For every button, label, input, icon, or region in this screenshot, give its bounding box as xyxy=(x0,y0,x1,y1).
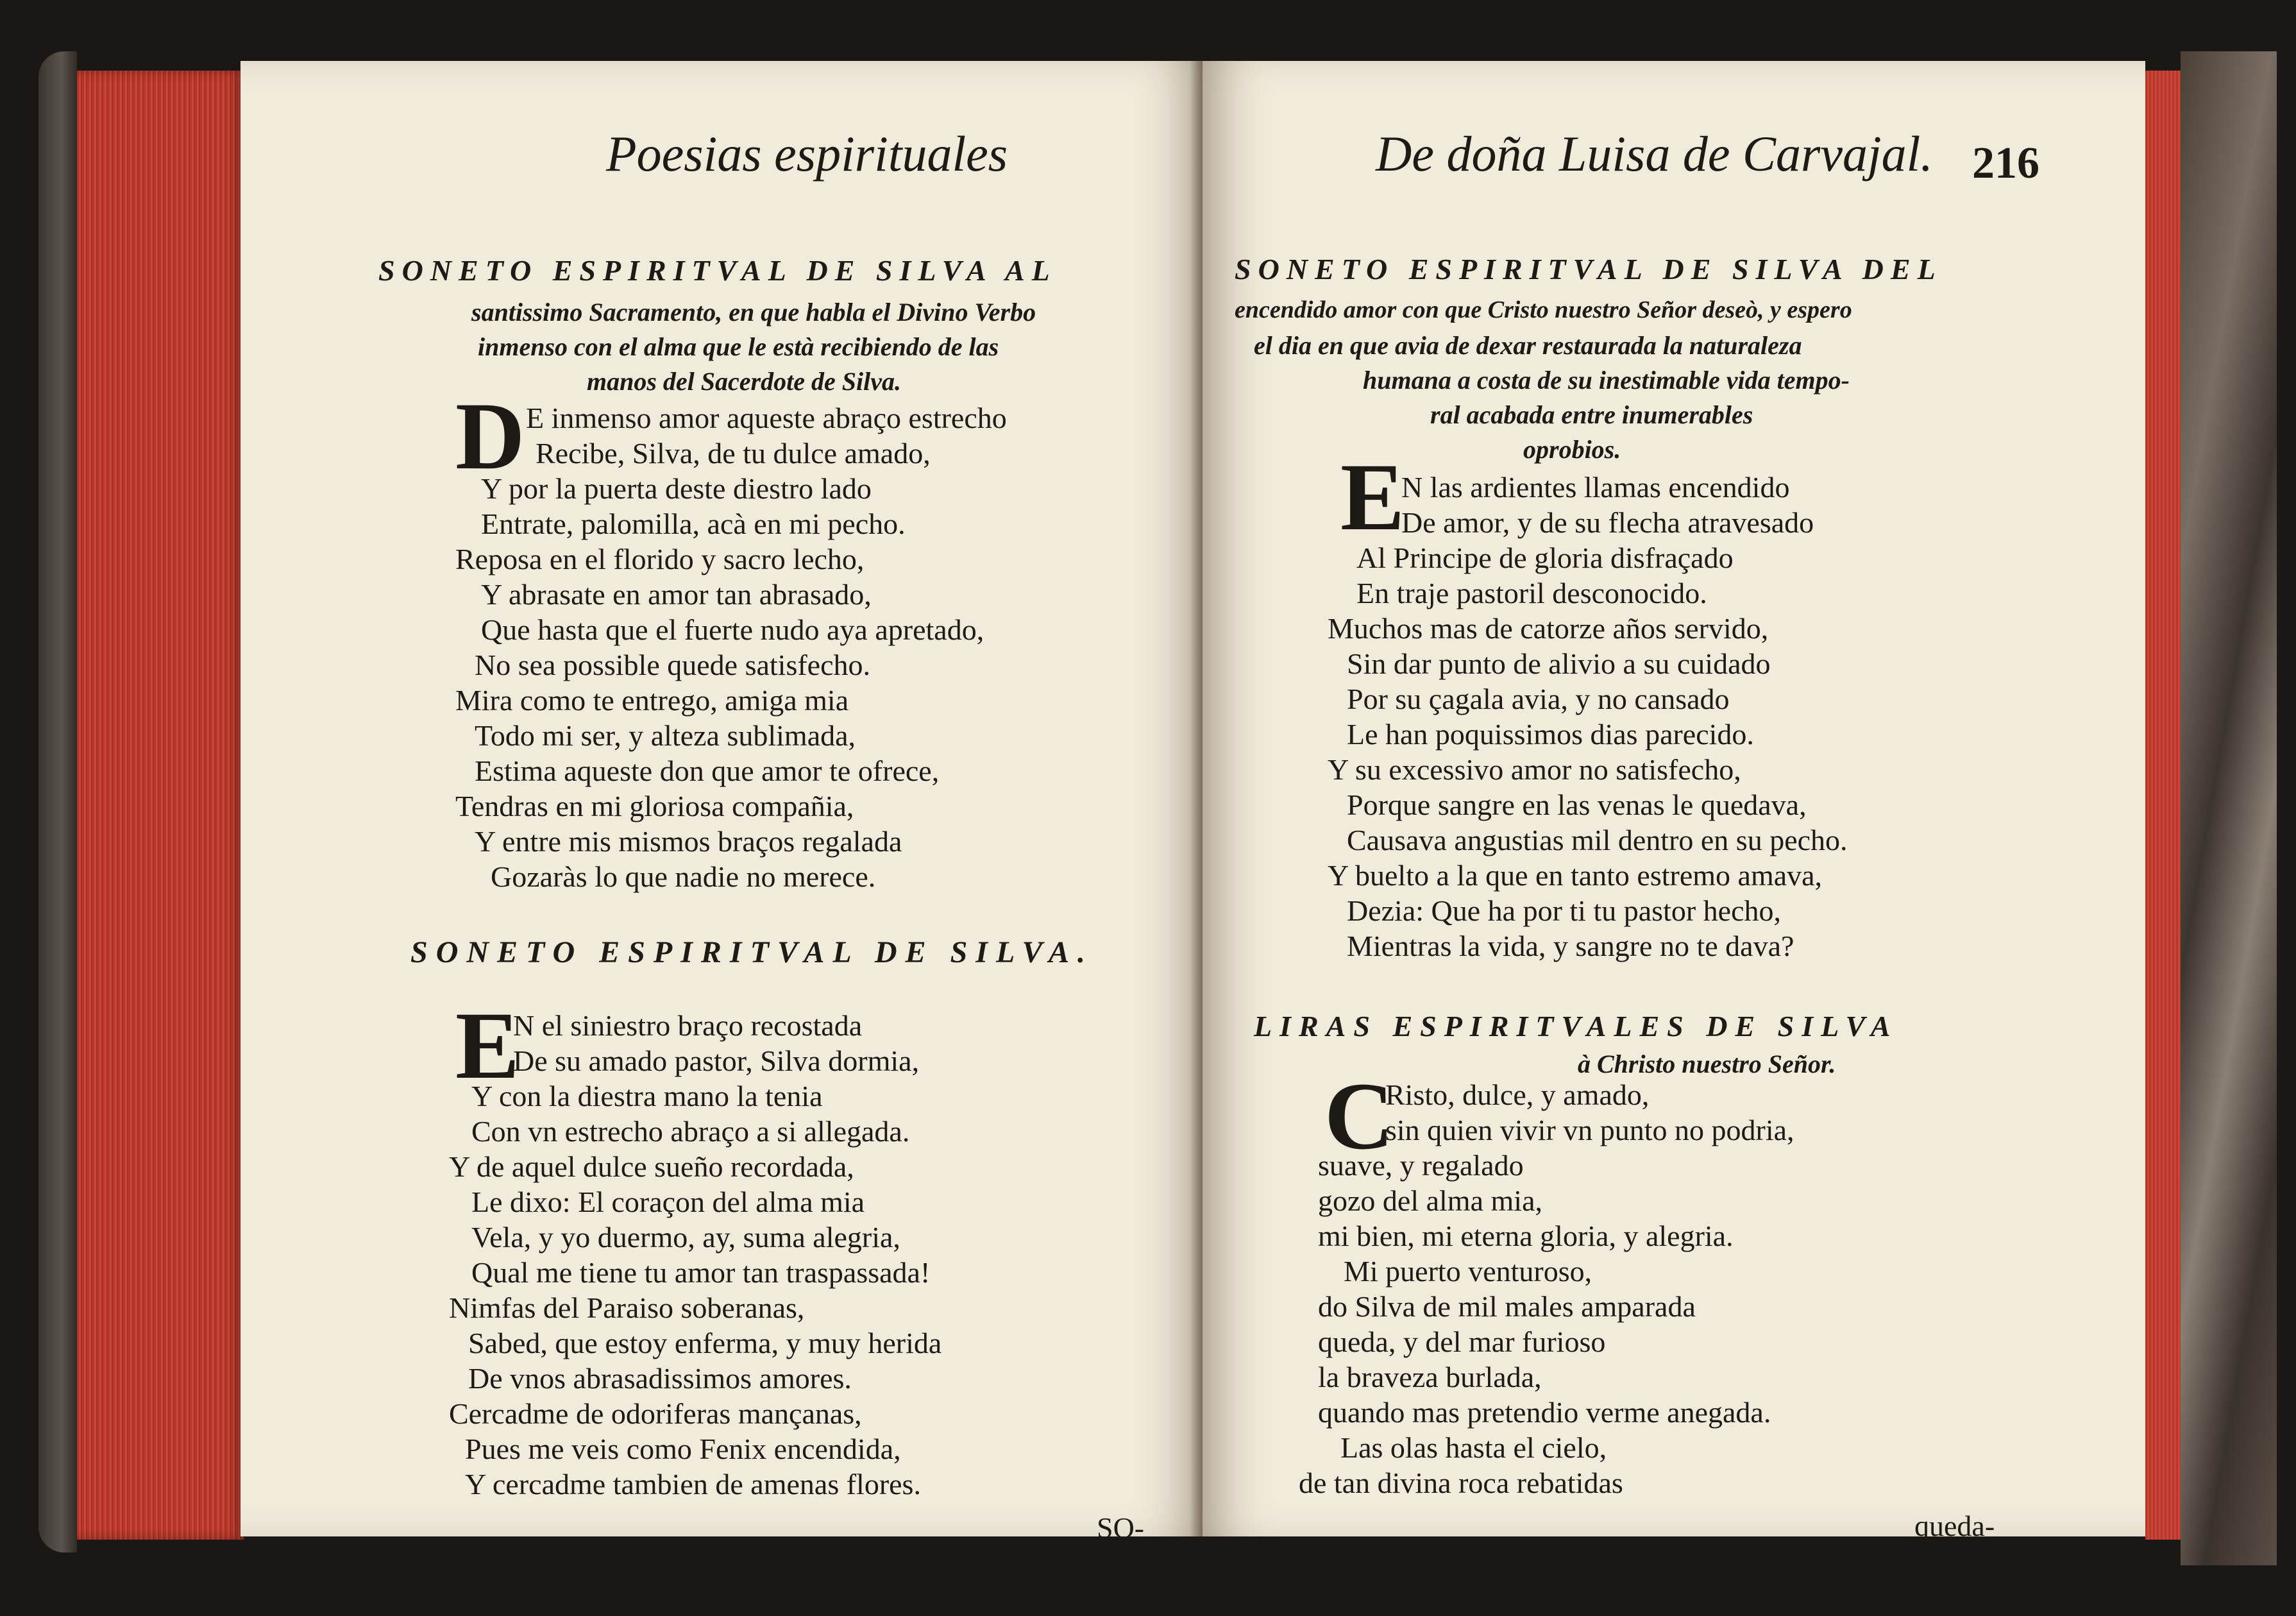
sonnet3-line: En traje pastoril desconocido. xyxy=(1356,577,1707,609)
book-cover-right xyxy=(2181,51,2277,1565)
sonnet2-line: De su amado pastor, Silva dormia, xyxy=(513,1044,920,1077)
sonnet3-line: Muchos mas de catorze años servido, xyxy=(1328,612,1769,645)
right-page xyxy=(1203,61,2145,1542)
sonnet2-line: Y cercadme tambien de amenas flores. xyxy=(465,1468,921,1501)
sonnet3-line: Al Principe de gloria disfraçado xyxy=(1356,541,1734,574)
running-head-right: De doña Luisa de Carvajal. xyxy=(1376,126,1933,182)
book-cover-left xyxy=(38,51,77,1552)
sonnet1-subtitle-3: manos del Sacerdote de Silva. xyxy=(587,367,901,396)
sonnet3-line: Y buelto a la que en tanto estremo amava, xyxy=(1328,859,1823,892)
sonnet3-line: N las ardientes llamas encendido xyxy=(1401,471,1790,504)
sonnet3-title: SONETO ESPIRITVAL DE SILVA DEL xyxy=(1235,253,1943,285)
catchword-right: queda- xyxy=(1914,1510,1995,1542)
liras-line: queda, y del mar furioso xyxy=(1318,1325,1606,1358)
page-edges-left xyxy=(77,71,244,1540)
sonnet1-line: Recibe, Silva, de tu dulce amado, xyxy=(536,437,931,470)
sonnet3-line: Causava angustias mil dentro en su pecho. xyxy=(1347,824,1848,856)
sonnet2-line: Nimfas del Paraiso soberanas, xyxy=(449,1291,805,1324)
running-head-left: Poesias espirituales xyxy=(606,126,1008,182)
catchword-left: SO- xyxy=(1097,1511,1145,1544)
liras-line: Mi puerto venturoso, xyxy=(1344,1255,1592,1288)
sonnet2-title: SONETO ESPIRITVAL DE SILVA. xyxy=(410,935,1093,969)
liras-line: suave, y regalado xyxy=(1318,1149,1524,1182)
sonnet1-line: Tendras en mi gloriosa compañia, xyxy=(455,790,854,822)
sonnet2-line: Qual me tiene tu amor tan traspassada! xyxy=(471,1256,931,1289)
liras-line: la braveza burlada, xyxy=(1318,1361,1542,1393)
liras-line: quando mas pretendio verme anegada. xyxy=(1318,1396,1771,1429)
sonnet1-line: No sea possible quede satisfecho. xyxy=(475,649,871,681)
sonnet3-dropcap: E xyxy=(1340,444,1405,550)
liras-line: Risto, dulce, y amado, xyxy=(1385,1078,1650,1111)
sonnet1-dropcap: D xyxy=(455,383,525,489)
liras-line: gozo del alma mia, xyxy=(1318,1184,1542,1217)
sonnet1-line: Reposa en el florido y sacro lecho, xyxy=(455,543,865,575)
sonnet3-line: Porque sangre en las venas le quedava, xyxy=(1347,788,1807,821)
liras-line: Las olas hasta el cielo, xyxy=(1340,1431,1607,1464)
sonnet1-line: Entrate, palomilla, acà en mi pecho. xyxy=(481,507,906,540)
sonnet1-title: SONETO ESPIRITVAL DE SILVA AL xyxy=(378,254,1057,287)
sonnet2-line: Vela, y yo duermo, ay, suma alegria, xyxy=(471,1221,900,1254)
sonnet2-line: Con vn estrecho abraço a si allegada. xyxy=(471,1115,910,1148)
sonnet1-line: E inmenso amor aqueste abraço estrecho xyxy=(526,402,1007,434)
liras-title: LIRAS ESPIRITVALES DE SILVA xyxy=(1254,1010,1898,1042)
sonnet1-subtitle-1: santissimo Sacramento, en que habla el Divino Verbo xyxy=(471,298,1036,327)
sonnet3-line: De amor, y de su flecha atravesado xyxy=(1401,506,1814,539)
liras-line: do Silva de mil males amparada xyxy=(1318,1290,1696,1323)
sonnet1-line: Y entre mis mismos braços regalada xyxy=(475,825,902,858)
sonnet2-line: Cercadme de odoriferas mançanas, xyxy=(449,1397,862,1430)
sonnet1-line: Gozaràs lo que nadie no merece. xyxy=(491,860,876,893)
sonnet1-line: Y por la puerta deste diestro lado xyxy=(481,472,872,505)
left-page xyxy=(241,61,1203,1544)
sonnet1-line: Y abrasate en amor tan abrasado, xyxy=(481,578,872,611)
sonnet3-subtitle-2: el dia en que avia de dexar restaurada la naturaleza xyxy=(1254,331,1802,360)
sonnet2-line: Y con la diestra mano la tenia xyxy=(471,1080,823,1112)
liras-line: sin quien vivir vn punto no podria, xyxy=(1385,1114,1794,1146)
sonnet3-subtitle-3: humana a costa de su inestimable vida tempo- xyxy=(1363,366,1850,395)
sonnet3-line: Y su excessivo amor no satisfecho, xyxy=(1328,753,1741,786)
sonnet1-subtitle-2: inmenso con el alma que le està recibiendo de las xyxy=(478,332,999,361)
liras-line: mi bien, mi eterna gloria, y alegria. xyxy=(1318,1220,1734,1252)
liras-line: de tan divina roca rebatidas xyxy=(1299,1467,1623,1499)
sonnet2-line: De vnos abrasadissimos amores. xyxy=(468,1362,852,1395)
sonnet3-line: Dezia: Que ha por ti tu pastor hecho, xyxy=(1347,894,1781,927)
sonnet3-line: Por su çagala avia, y no cansado xyxy=(1347,683,1730,715)
sonnet1-line: Todo mi ser, y alteza sublimada, xyxy=(475,719,856,752)
sonnet3-line: Sin dar punto de alivio a su cuidado xyxy=(1347,647,1771,680)
sonnet2-line: Y de aquel dulce sueño recordada, xyxy=(449,1150,854,1183)
liras-dropcap: C xyxy=(1324,1063,1394,1169)
sonnet2-line: Sabed, que estoy enferma, y muy herida xyxy=(468,1327,942,1359)
sonnet3-subtitle-5: oprobios. xyxy=(1523,435,1621,464)
page-number: 216 xyxy=(1972,139,2039,188)
sonnet1-line: Estima aqueste don que amor te ofrece, xyxy=(475,754,940,787)
sonnet2-line: N el siniestro braço recostada xyxy=(513,1009,863,1042)
sonnet1-line: Que hasta que el fuerte nudo aya apretado, xyxy=(481,613,984,646)
sonnet2-dropcap: E xyxy=(455,992,520,1099)
sonnet1-line: Mira como te entrego, amiga mia xyxy=(455,684,849,717)
sonnet3-subtitle-4: ral acabada entre inumerables xyxy=(1430,400,1753,429)
sonnet3-line: Mientras la vida, y sangre no te dava? xyxy=(1347,930,1794,962)
sonnet3-line: Le han poquissimos dias parecido. xyxy=(1347,718,1754,751)
sonnet3-subtitle-1: encendido amor con que Cristo nuestro Señor deseò, y espero xyxy=(1235,296,1852,323)
sonnet2-line: Le dixo: El coraçon del alma mia xyxy=(471,1186,865,1218)
sonnet2-line: Pues me veis como Fenix encendida, xyxy=(465,1433,901,1465)
liras-subtitle: à Christo nuestro Señor. xyxy=(1578,1050,1836,1078)
page-edges-right xyxy=(2145,71,2181,1540)
